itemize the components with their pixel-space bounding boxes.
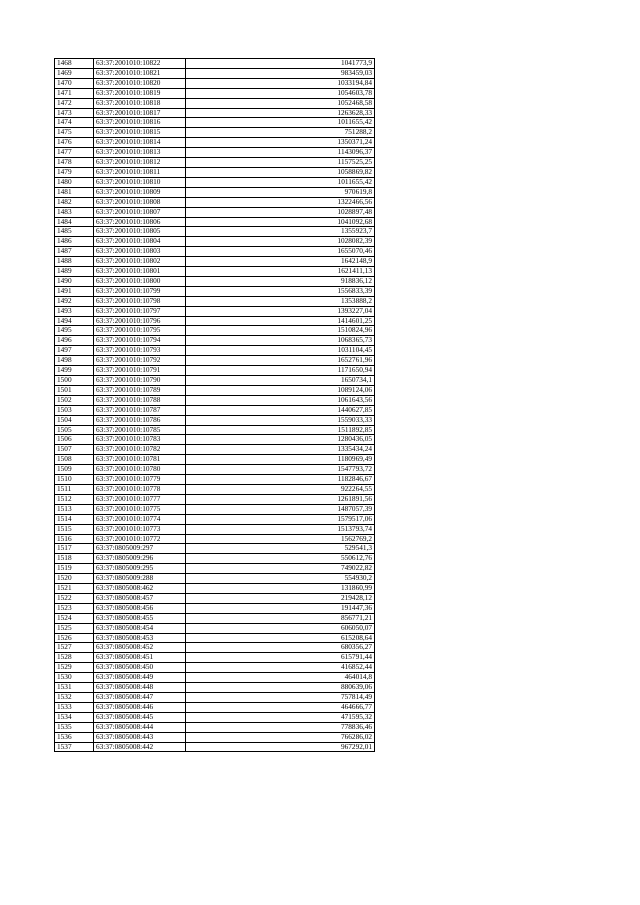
cadastral-number-cell: 63:37:2001010:10777 xyxy=(94,494,186,504)
value-cell: 778836,46 xyxy=(186,722,375,732)
value-cell: 1280436,05 xyxy=(186,435,375,445)
table-row xyxy=(55,118,375,128)
table-row xyxy=(55,603,375,613)
value-cell: 464666,77 xyxy=(186,702,375,712)
row-number-cell: 1477 xyxy=(55,148,94,158)
row-number-cell: 1503 xyxy=(55,405,94,415)
value-cell: 1650734,1 xyxy=(186,376,375,386)
row-number-cell: 1500 xyxy=(55,376,94,386)
cadastral-number-cell: 63:37:2001010:10774 xyxy=(94,514,186,524)
value-cell: 970619,8 xyxy=(186,187,375,197)
table-row xyxy=(55,722,375,732)
table-row xyxy=(55,494,375,504)
row-number-cell: 1532 xyxy=(55,693,94,703)
row-number-cell: 1481 xyxy=(55,187,94,197)
table-row xyxy=(55,683,375,693)
value-cell: 1547793,72 xyxy=(186,465,375,475)
table-row xyxy=(55,326,375,336)
value-cell: 1414601,25 xyxy=(186,316,375,326)
cadastral-number-cell: 63:37:2001010:10819 xyxy=(94,88,186,98)
cadastral-number-cell: 63:37:2001010:10821 xyxy=(94,68,186,78)
table-row xyxy=(55,356,375,366)
row-number-cell: 1518 xyxy=(55,554,94,564)
row-number-cell: 1521 xyxy=(55,584,94,594)
table-row xyxy=(55,593,375,603)
cadastral-number-cell: 63:37:0805008:457 xyxy=(94,593,186,603)
row-number-cell: 1525 xyxy=(55,623,94,633)
value-cell: 1355923,7 xyxy=(186,227,375,237)
value-cell: 606050,07 xyxy=(186,623,375,633)
cadastral-number-cell: 63:37:2001010:10780 xyxy=(94,465,186,475)
row-number-cell: 1511 xyxy=(55,484,94,494)
value-cell: 1393227,04 xyxy=(186,306,375,316)
cadastral-number-cell: 63:37:2001010:10814 xyxy=(94,138,186,148)
table-row xyxy=(55,484,375,494)
table-row xyxy=(55,276,375,286)
table-row xyxy=(55,584,375,594)
cadastral-number-cell: 63:37:2001010:10805 xyxy=(94,227,186,237)
cadastral-number-cell: 63:37:2001010:10786 xyxy=(94,415,186,425)
value-cell: 1028897,48 xyxy=(186,207,375,217)
row-number-cell: 1529 xyxy=(55,663,94,673)
table-row xyxy=(55,544,375,554)
cadastral-number-cell: 63:37:2001010:10796 xyxy=(94,316,186,326)
cadastral-number-cell: 63:37:0805008:442 xyxy=(94,742,186,752)
value-cell: 1011655,42 xyxy=(186,177,375,187)
row-number-cell: 1512 xyxy=(55,494,94,504)
row-number-cell: 1510 xyxy=(55,475,94,485)
cadastral-number-cell: 63:37:0805008:445 xyxy=(94,712,186,722)
value-cell: 983459,03 xyxy=(186,68,375,78)
value-cell: 1487057,39 xyxy=(186,504,375,514)
cadastral-number-cell: 63:37:2001010:10792 xyxy=(94,356,186,366)
value-cell: 464014,8 xyxy=(186,673,375,683)
cadastral-number-cell: 63:37:0805008:462 xyxy=(94,584,186,594)
cadastral-number-cell: 63:37:2001010:10818 xyxy=(94,98,186,108)
row-number-cell: 1483 xyxy=(55,207,94,217)
value-cell: 1089124,06 xyxy=(186,385,375,395)
value-cell: 1033194,84 xyxy=(186,78,375,88)
value-cell: 1011655,42 xyxy=(186,118,375,128)
table-row xyxy=(55,613,375,623)
data-table xyxy=(54,58,375,752)
value-cell: 1652761,96 xyxy=(186,356,375,366)
value-cell: 1041773,9 xyxy=(186,59,375,69)
value-cell: 922264,55 xyxy=(186,484,375,494)
value-cell: 1180969,49 xyxy=(186,455,375,465)
cadastral-number-cell: 63:37:0805008:448 xyxy=(94,683,186,693)
row-number-cell: 1515 xyxy=(55,524,94,534)
row-number-cell: 1513 xyxy=(55,504,94,514)
cadastral-number-cell: 63:37:2001010:10793 xyxy=(94,346,186,356)
table-row xyxy=(55,643,375,653)
value-cell: 749022,82 xyxy=(186,564,375,574)
table-row xyxy=(55,267,375,277)
cadastral-number-cell: 63:37:2001010:10804 xyxy=(94,237,186,247)
row-number-cell: 1535 xyxy=(55,722,94,732)
row-number-cell: 1499 xyxy=(55,366,94,376)
value-cell: 1061643,56 xyxy=(186,395,375,405)
table-row xyxy=(55,207,375,217)
table-row xyxy=(55,712,375,722)
value-cell: 1579517,06 xyxy=(186,514,375,524)
value-cell: 1353888,2 xyxy=(186,296,375,306)
value-cell: 416852,44 xyxy=(186,663,375,673)
value-cell: 1054603,78 xyxy=(186,88,375,98)
row-number-cell: 1497 xyxy=(55,346,94,356)
table-row xyxy=(55,138,375,148)
value-cell: 1510824,96 xyxy=(186,326,375,336)
row-number-cell: 1473 xyxy=(55,108,94,118)
value-cell: 1052468,58 xyxy=(186,98,375,108)
cadastral-number-cell: 63:37:2001010:10810 xyxy=(94,177,186,187)
value-cell: 1642148,9 xyxy=(186,257,375,267)
row-number-cell: 1527 xyxy=(55,643,94,653)
value-cell: 550612,76 xyxy=(186,554,375,564)
cadastral-number-cell: 63:37:2001010:10816 xyxy=(94,118,186,128)
row-number-cell: 1530 xyxy=(55,673,94,683)
table-row xyxy=(55,158,375,168)
row-number-cell: 1507 xyxy=(55,445,94,455)
cadastral-number-cell: 63:37:2001010:10785 xyxy=(94,425,186,435)
table-row xyxy=(55,435,375,445)
table-row xyxy=(55,286,375,296)
spreadsheet-page xyxy=(54,58,374,752)
row-number-cell: 1485 xyxy=(55,227,94,237)
table-row xyxy=(55,732,375,742)
cadastral-number-cell: 63:37:2001010:10781 xyxy=(94,455,186,465)
row-number-cell: 1524 xyxy=(55,613,94,623)
row-number-cell: 1526 xyxy=(55,633,94,643)
cadastral-number-cell: 63:37:2001010:10773 xyxy=(94,524,186,534)
value-cell: 529541,3 xyxy=(186,544,375,554)
value-cell: 1350371,24 xyxy=(186,138,375,148)
value-cell: 131860,99 xyxy=(186,584,375,594)
row-number-cell: 1487 xyxy=(55,247,94,257)
value-cell: 1263628,33 xyxy=(186,108,375,118)
cadastral-number-cell: 63:37:2001010:10775 xyxy=(94,504,186,514)
cadastral-number-cell: 63:37:2001010:10820 xyxy=(94,78,186,88)
row-number-cell: 1475 xyxy=(55,128,94,138)
value-cell: 554930,2 xyxy=(186,574,375,584)
value-cell: 880639,06 xyxy=(186,683,375,693)
table-row xyxy=(55,296,375,306)
cadastral-number-cell: 63:37:2001010:10799 xyxy=(94,286,186,296)
table-row xyxy=(55,465,375,475)
table-row xyxy=(55,633,375,643)
cadastral-number-cell: 63:37:2001010:10800 xyxy=(94,276,186,286)
row-number-cell: 1470 xyxy=(55,78,94,88)
table-row xyxy=(55,395,375,405)
cadastral-number-cell: 63:37:0805008:452 xyxy=(94,643,186,653)
value-cell: 191447,36 xyxy=(186,603,375,613)
cadastral-number-cell: 63:37:2001010:10795 xyxy=(94,326,186,336)
cadastral-number-cell: 63:37:0805008:447 xyxy=(94,693,186,703)
table-body xyxy=(55,59,375,752)
value-cell: 1068365,73 xyxy=(186,336,375,346)
table-row xyxy=(55,504,375,514)
table-row xyxy=(55,623,375,633)
table-row xyxy=(55,128,375,138)
table-row xyxy=(55,177,375,187)
row-number-cell: 1504 xyxy=(55,415,94,425)
table-row xyxy=(55,187,375,197)
row-number-cell: 1501 xyxy=(55,385,94,395)
row-number-cell: 1522 xyxy=(55,593,94,603)
value-cell: 1143096,37 xyxy=(186,148,375,158)
row-number-cell: 1491 xyxy=(55,286,94,296)
row-number-cell: 1472 xyxy=(55,98,94,108)
cadastral-number-cell: 63:37:0805008:444 xyxy=(94,722,186,732)
cadastral-number-cell: 63:37:0805008:456 xyxy=(94,603,186,613)
value-cell: 1041092,68 xyxy=(186,217,375,227)
value-cell: 615208,64 xyxy=(186,633,375,643)
cadastral-number-cell: 63:37:0805008:443 xyxy=(94,732,186,742)
row-number-cell: 1506 xyxy=(55,435,94,445)
cadastral-number-cell: 63:37:2001010:10803 xyxy=(94,247,186,257)
value-cell: 918836,12 xyxy=(186,276,375,286)
row-number-cell: 1537 xyxy=(55,742,94,752)
cadastral-number-cell: 63:37:2001010:10797 xyxy=(94,306,186,316)
row-number-cell: 1519 xyxy=(55,564,94,574)
row-number-cell: 1479 xyxy=(55,167,94,177)
table-row xyxy=(55,524,375,534)
table-row xyxy=(55,108,375,118)
cadastral-number-cell: 63:37:2001010:10794 xyxy=(94,336,186,346)
value-cell: 1182846,67 xyxy=(186,475,375,485)
row-number-cell: 1474 xyxy=(55,118,94,128)
table-row xyxy=(55,336,375,346)
cadastral-number-cell: 63:37:0805008:450 xyxy=(94,663,186,673)
row-number-cell: 1469 xyxy=(55,68,94,78)
table-row xyxy=(55,98,375,108)
cadastral-number-cell: 63:37:0805008:455 xyxy=(94,613,186,623)
row-number-cell: 1476 xyxy=(55,138,94,148)
row-number-cell: 1520 xyxy=(55,574,94,584)
row-number-cell: 1492 xyxy=(55,296,94,306)
cadastral-number-cell: 63:37:2001010:10812 xyxy=(94,158,186,168)
table-row xyxy=(55,148,375,158)
cadastral-number-cell: 63:37:2001010:10808 xyxy=(94,197,186,207)
row-number-cell: 1495 xyxy=(55,326,94,336)
value-cell: 1511892,85 xyxy=(186,425,375,435)
cadastral-number-cell: 63:37:2001010:10811 xyxy=(94,167,186,177)
cadastral-number-cell: 63:37:2001010:10801 xyxy=(94,267,186,277)
value-cell: 219428,12 xyxy=(186,593,375,603)
cadastral-number-cell: 63:37:0805009:288 xyxy=(94,574,186,584)
value-cell: 1335434,24 xyxy=(186,445,375,455)
value-cell: 967292,01 xyxy=(186,742,375,752)
row-number-cell: 1486 xyxy=(55,237,94,247)
table-row xyxy=(55,693,375,703)
table-row xyxy=(55,564,375,574)
table-row xyxy=(55,405,375,415)
row-number-cell: 1482 xyxy=(55,197,94,207)
table-row xyxy=(55,247,375,257)
value-cell: 1171650,94 xyxy=(186,366,375,376)
table-row xyxy=(55,167,375,177)
row-number-cell: 1534 xyxy=(55,712,94,722)
table-row xyxy=(55,385,375,395)
row-number-cell: 1516 xyxy=(55,534,94,544)
value-cell: 1058869,82 xyxy=(186,167,375,177)
cadastral-number-cell: 63:37:2001010:10790 xyxy=(94,376,186,386)
row-number-cell: 1528 xyxy=(55,653,94,663)
row-number-cell: 1509 xyxy=(55,465,94,475)
table-row xyxy=(55,68,375,78)
row-number-cell: 1505 xyxy=(55,425,94,435)
row-number-cell: 1480 xyxy=(55,177,94,187)
value-cell: 1562769,2 xyxy=(186,534,375,544)
table-row xyxy=(55,217,375,227)
row-number-cell: 1494 xyxy=(55,316,94,326)
row-number-cell: 1468 xyxy=(55,59,94,69)
table-row xyxy=(55,376,375,386)
row-number-cell: 1533 xyxy=(55,702,94,712)
cadastral-number-cell: 63:37:2001010:10802 xyxy=(94,257,186,267)
row-number-cell: 1514 xyxy=(55,514,94,524)
cadastral-number-cell: 63:37:0805008:449 xyxy=(94,673,186,683)
table-row xyxy=(55,306,375,316)
cadastral-number-cell: 63:37:0805008:446 xyxy=(94,702,186,712)
table-row xyxy=(55,415,375,425)
cadastral-number-cell: 63:37:0805008:454 xyxy=(94,623,186,633)
value-cell: 751288,2 xyxy=(186,128,375,138)
cadastral-number-cell: 63:37:2001010:10798 xyxy=(94,296,186,306)
table-row xyxy=(55,742,375,752)
cadastral-number-cell: 63:37:0805009:297 xyxy=(94,544,186,554)
row-number-cell: 1496 xyxy=(55,336,94,346)
cadastral-number-cell: 63:37:0805008:451 xyxy=(94,653,186,663)
row-number-cell: 1531 xyxy=(55,683,94,693)
cadastral-number-cell: 63:37:2001010:10788 xyxy=(94,395,186,405)
row-number-cell: 1523 xyxy=(55,603,94,613)
table-row xyxy=(55,227,375,237)
table-row xyxy=(55,88,375,98)
row-number-cell: 1489 xyxy=(55,267,94,277)
value-cell: 1440627,85 xyxy=(186,405,375,415)
cadastral-number-cell: 63:37:2001010:10813 xyxy=(94,148,186,158)
row-number-cell: 1488 xyxy=(55,257,94,267)
cadastral-number-cell: 63:37:2001010:10787 xyxy=(94,405,186,415)
table-row xyxy=(55,366,375,376)
table-row xyxy=(55,78,375,88)
cadastral-number-cell: 63:37:2001010:10791 xyxy=(94,366,186,376)
table-row xyxy=(55,316,375,326)
value-cell: 1655070,46 xyxy=(186,247,375,257)
value-cell: 1322466,56 xyxy=(186,197,375,207)
table-row xyxy=(55,425,375,435)
value-cell: 615791,44 xyxy=(186,653,375,663)
value-cell: 1157525,25 xyxy=(186,158,375,168)
value-cell: 680356,27 xyxy=(186,643,375,653)
table-row xyxy=(55,663,375,673)
table-row xyxy=(55,653,375,663)
row-number-cell: 1517 xyxy=(55,544,94,554)
row-number-cell: 1484 xyxy=(55,217,94,227)
cadastral-number-cell: 63:37:2001010:10772 xyxy=(94,534,186,544)
cadastral-number-cell: 63:37:2001010:10815 xyxy=(94,128,186,138)
table-row xyxy=(55,574,375,584)
value-cell: 1556833,39 xyxy=(186,286,375,296)
row-number-cell: 1490 xyxy=(55,276,94,286)
row-number-cell: 1471 xyxy=(55,88,94,98)
cadastral-number-cell: 63:37:2001010:10807 xyxy=(94,207,186,217)
table-row xyxy=(55,237,375,247)
table-row xyxy=(55,257,375,267)
table-row xyxy=(55,514,375,524)
value-cell: 1621411,13 xyxy=(186,267,375,277)
cadastral-number-cell: 63:37:0805009:296 xyxy=(94,554,186,564)
row-number-cell: 1536 xyxy=(55,732,94,742)
cadastral-number-cell: 63:37:2001010:10822 xyxy=(94,59,186,69)
row-number-cell: 1502 xyxy=(55,395,94,405)
cadastral-number-cell: 63:37:2001010:10778 xyxy=(94,484,186,494)
table-row xyxy=(55,554,375,564)
row-number-cell: 1498 xyxy=(55,356,94,366)
row-number-cell: 1493 xyxy=(55,306,94,316)
table-row xyxy=(55,475,375,485)
value-cell: 757814,49 xyxy=(186,693,375,703)
table-row xyxy=(55,702,375,712)
value-cell: 1513793,74 xyxy=(186,524,375,534)
cadastral-number-cell: 63:37:2001010:10789 xyxy=(94,385,186,395)
table-row xyxy=(55,346,375,356)
table-row xyxy=(55,673,375,683)
cadastral-number-cell: 63:37:2001010:10782 xyxy=(94,445,186,455)
table-row xyxy=(55,455,375,465)
table-row xyxy=(55,197,375,207)
value-cell: 1261891,56 xyxy=(186,494,375,504)
cadastral-number-cell: 63:37:2001010:10809 xyxy=(94,187,186,197)
row-number-cell: 1478 xyxy=(55,158,94,168)
value-cell: 1028082,39 xyxy=(186,237,375,247)
value-cell: 766286,02 xyxy=(186,732,375,742)
value-cell: 1031104,45 xyxy=(186,346,375,356)
table-row xyxy=(55,445,375,455)
table-row xyxy=(55,59,375,69)
cadastral-number-cell: 63:37:2001010:10783 xyxy=(94,435,186,445)
table-row xyxy=(55,534,375,544)
value-cell: 856771,21 xyxy=(186,613,375,623)
cadastral-number-cell: 63:37:0805009:295 xyxy=(94,564,186,574)
cadastral-number-cell: 63:37:2001010:10779 xyxy=(94,475,186,485)
cadastral-number-cell: 63:37:2001010:10806 xyxy=(94,217,186,227)
cadastral-number-cell: 63:37:0805008:453 xyxy=(94,633,186,643)
row-number-cell: 1508 xyxy=(55,455,94,465)
value-cell: 1559033,33 xyxy=(186,415,375,425)
value-cell: 471595,32 xyxy=(186,712,375,722)
cadastral-number-cell: 63:37:2001010:10817 xyxy=(94,108,186,118)
